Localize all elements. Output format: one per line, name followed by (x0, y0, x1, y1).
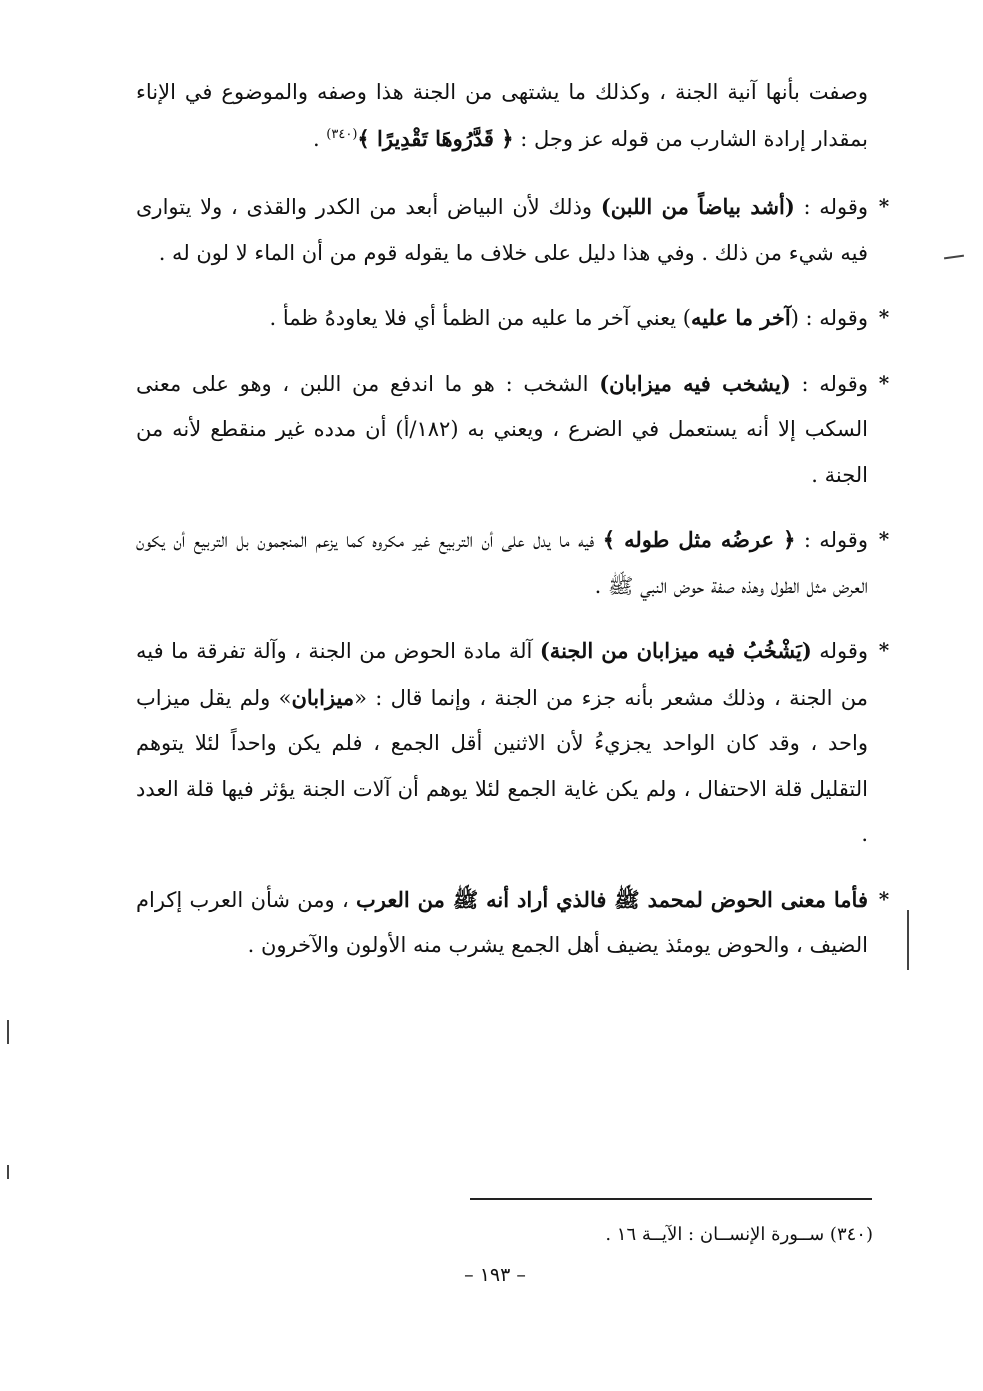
paragraph-text: ، ومن شأن العرب إكرام الضيف ، والحوض يومئذ يضيف أهل الجمع يشرب منه الأولون والآخرون . (136, 887, 868, 957)
asterisk-bullet-icon: * (878, 194, 890, 218)
scan-artifact-mark (944, 255, 964, 260)
asterisk-bullet-icon: * (878, 886, 890, 911)
asterisk-bullet-icon: * (878, 638, 890, 662)
bold-phrase: ﴿ عرضُه مثل طوله ﴾ (602, 527, 796, 552)
footnote-separator (470, 1198, 872, 1200)
page-number: – ١٩٣ – (464, 1264, 526, 1286)
paragraph-text: وقوله : (795, 528, 868, 552)
quran-quote: ﴿ قَدَّرُوهَا تَقْدِيرًا ﴾ (357, 125, 514, 151)
paragraph-5 (136, 517, 890, 609)
paragraph-text: وقوله : ( (790, 306, 868, 330)
paragraph-text: وقوله : (794, 195, 868, 219)
bold-phrase: فأما معنى الحوض لمحمد ﷺ فالذي أراد أنه ﷺ من العرب (356, 886, 868, 912)
bold-phrase: ميزابان (291, 684, 355, 710)
paragraph-2 (136, 184, 890, 276)
paragraph-text: آلة مادة الحوض من الجنة ، وآلة تفرقة ما فيه من الجنة ، وذلك مشعر بأنه جزء من الجنة ، وإنما قال : « (136, 639, 868, 710)
scan-artifact-mark (907, 910, 909, 970)
scan-artifact-mark (7, 1165, 9, 1179)
asterisk-bullet-icon: * (878, 370, 890, 395)
paragraph-text: ) يعني آخر ما عليه من الظمأ أي فلا يعاودهُ ظمأ . (269, 306, 691, 330)
footnote-ref: (٣٤٠) (326, 126, 358, 142)
paragraph-text: وقوله : (790, 371, 868, 396)
asterisk-bullet-icon: * (878, 527, 890, 551)
main-text (136, 70, 890, 988)
bold-phrase: آخر ما عليه (690, 305, 791, 330)
paragraph-text: » ولم يقل ميزاب واحد ، وقد كان الواحد يجزيءُ لأن الاثنين أقل الجمع ، فلم يكن واحداً لئلا يتوهم التقليل قلة الاحتفال ، ولم يكن غاية الجمع لئلا يوهم أن آلات الجنة يؤثر فيها قلة العدد . (136, 685, 868, 846)
paragraph-6 (136, 628, 890, 858)
asterisk-bullet-icon: * (878, 305, 890, 329)
bold-phrase: (يَشْخُبُ فيه ميزابان من الجنة) (539, 638, 812, 663)
paragraph-4 (136, 361, 890, 499)
paragraph-7 (136, 877, 890, 969)
footnote: (٣٤٠) ســورة الإنســان : الآيــة ١٦ . (605, 1224, 873, 1245)
paragraph-text: وقوله (811, 639, 868, 663)
paragraph-text: . (312, 126, 327, 151)
paragraph-text: وذلك لأن البياض أبعد من الكدر والقذى ، ولا يتوارى فيه شيء من ذلك . وفي هذا دليل على خلاف ما يقوله قوم من أن الماء لا لون له . (136, 195, 868, 265)
bold-phrase: (أشد بياضاً من اللبن) (600, 194, 795, 219)
bold-phrase: (يشخب فيه ميزابان) (599, 370, 791, 396)
paragraph-text: وصفت بأنها آنية الجنة ، وكذلك ما يشتهى من الجنة هذا وصفه والموضوع في الإناء بمقدار إرادة الشارب من قوله عز وجل : (136, 80, 868, 151)
scan-artifact-mark (7, 1020, 9, 1044)
paragraph-1 (136, 70, 868, 162)
paragraph-text: الشخب : هو ما اندفع من اللبن ، وهو على معنى السكب إلا أنه يستعمل في الضرع ، ويعني به (١٨٢/أ) أن مدده غير منقطع لأنه من الجنة . (136, 371, 868, 487)
paragraph-3 (136, 295, 890, 342)
paragraph-text: فيه ما يدل على أن التربيع غير مكروه كما يزعم المنجمون بل التربيع أن يكون العرض مثل الطول وهذه صفة حوض النبي ﷺ . (136, 528, 868, 598)
